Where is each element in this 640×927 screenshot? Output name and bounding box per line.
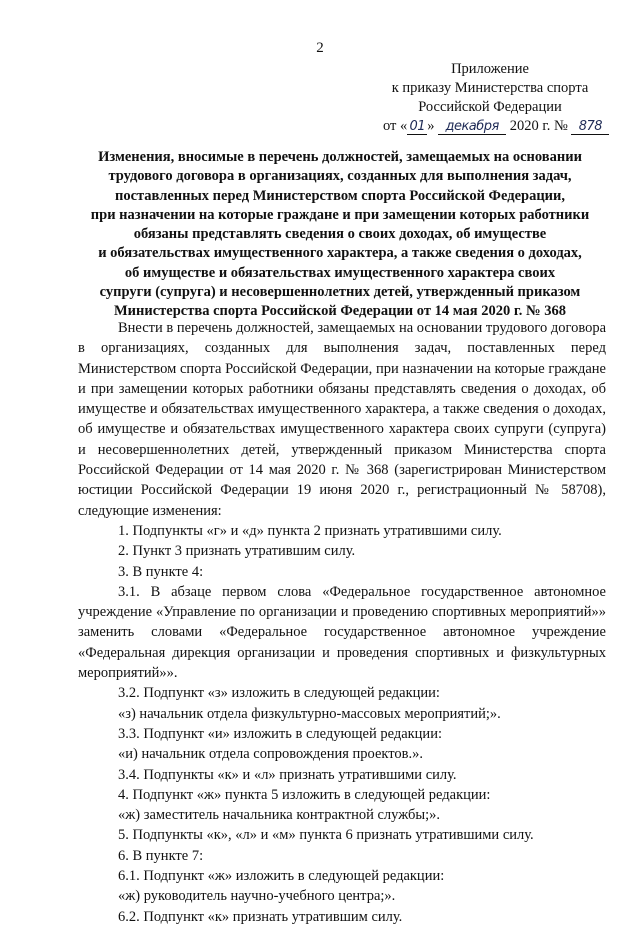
item-3: 3. В пункте 4: — [118, 563, 204, 580]
document-title — [72, 148, 608, 322]
appendix-label: Приложение — [451, 61, 529, 77]
title-line: об имуществе и обязательствах имущественного характера своих — [124, 264, 556, 281]
appendix-date-line — [365, 117, 615, 136]
title-line: обязаны представлять сведения о своих доходах, об имуществе — [133, 226, 547, 243]
title-line: Изменения, вносимые в перечень должностей, замещаемых на основании — [98, 149, 582, 165]
page-number: 2 — [316, 40, 324, 56]
order-number-handwritten: 878 — [571, 120, 609, 135]
item-4-text: «ж) заместитель начальника контрактной службы;». — [118, 807, 441, 824]
title-line: при назначении на которые граждане и при замещении которых работники — [90, 206, 590, 223]
title-line: трудового договора в организациях, созданных для выполнения задач, — [108, 168, 572, 185]
item-3-2: 3.2. Подпункт «з» изложить в следующей редакции: — [118, 685, 440, 702]
title-line: поставленных перед Министерством спорта Российской Федерации, — [114, 187, 566, 204]
item-6: 6. В пункте 7: — [118, 847, 204, 864]
item-3-1: 3.1. В абзаце первом слова «Федеральное государственное автономное учреждение «Управление по организации и проведению спортивных мероприятий»» заменить словами «Федеральное государственное автономное учреждение «Федеральная дирекция организации и проведения спортивных и физкультурных мероприятий»». — [78, 583, 606, 682]
item-2: 2. Пункт 3 признать утратившим силу. — [118, 543, 356, 560]
title-line: и обязательствах имущественного характера, а также сведения о доходах, — [98, 245, 582, 262]
item-6-1: 6.1. Подпункт «ж» изложить в следующей редакции: — [118, 868, 445, 885]
item-3-2-text: «з) начальник отдела физкультурно-массовых мероприятий;». — [118, 705, 501, 722]
title-line: Министерства спорта Российской Федерации от 14 мая 2020 г. № 368 — [114, 303, 566, 320]
date-prefix: от « — [383, 118, 408, 134]
date-mid: » — [427, 118, 435, 134]
item-1: 1. Подпункты «г» и «д» пункта 2 признать утратившими силу. — [118, 522, 502, 539]
item-6-2: 6.2. Подпункт «к» признать утратившим силу. — [118, 908, 403, 925]
date-day-handwritten: 01 — [407, 120, 427, 135]
document-body — [78, 318, 606, 927]
item-4: 4. Подпункт «ж» пункта 5 изложить в следующей редакции: — [118, 786, 491, 803]
date-month-handwritten: декабря — [438, 120, 506, 135]
item-3-3-text: «и) начальник отдела сопровождения проектов.». — [118, 746, 423, 763]
item-5: 5. Подпункты «к», «л» и «м» пункта 6 признать утратившими силу. — [118, 827, 534, 844]
item-3-4: 3.4. Подпункты «к» и «л» признать утратившими силу. — [118, 766, 457, 783]
item-6-1-text: «ж) руководитель научно-учебного центра;». — [118, 888, 396, 905]
item-3-3: 3.3. Подпункт «и» изложить в следующей редакции: — [118, 725, 442, 742]
appendix-order-ref: к приказу Министерства спорта — [391, 80, 589, 96]
title-line: супруги (супруга) и несовершеннолетних детей, утвержденный приказом — [99, 284, 581, 301]
appendix-country: Российской Федерации — [418, 99, 562, 115]
date-year: 2020 г. № — [509, 118, 568, 134]
intro-paragraph: Внести в перечень должностей, замещаемых на основании трудового договора в организациях, созданных для выполнения задач, поставленных перед Министерством спорта Российской Федерации, при назначении на которые граждане и при замещении которых работники обязаны представлять сведения о доходах, об имуществе и обязательствах имущественного характера, а также сведения о доходах, об имуществе и обязательствах имущественного характера своих супруги (супруга) и несовершеннолетних детей, утвержденный приказом Министерства спорта Российской Федерации от 14 мая 2020 г. № 368 (зарегистрирован Министерством юстиции Российской Федерации 19 июня 2020 г., регистрационный № 58708), следующие изменения: — [78, 320, 607, 519]
appendix-header — [365, 60, 615, 136]
